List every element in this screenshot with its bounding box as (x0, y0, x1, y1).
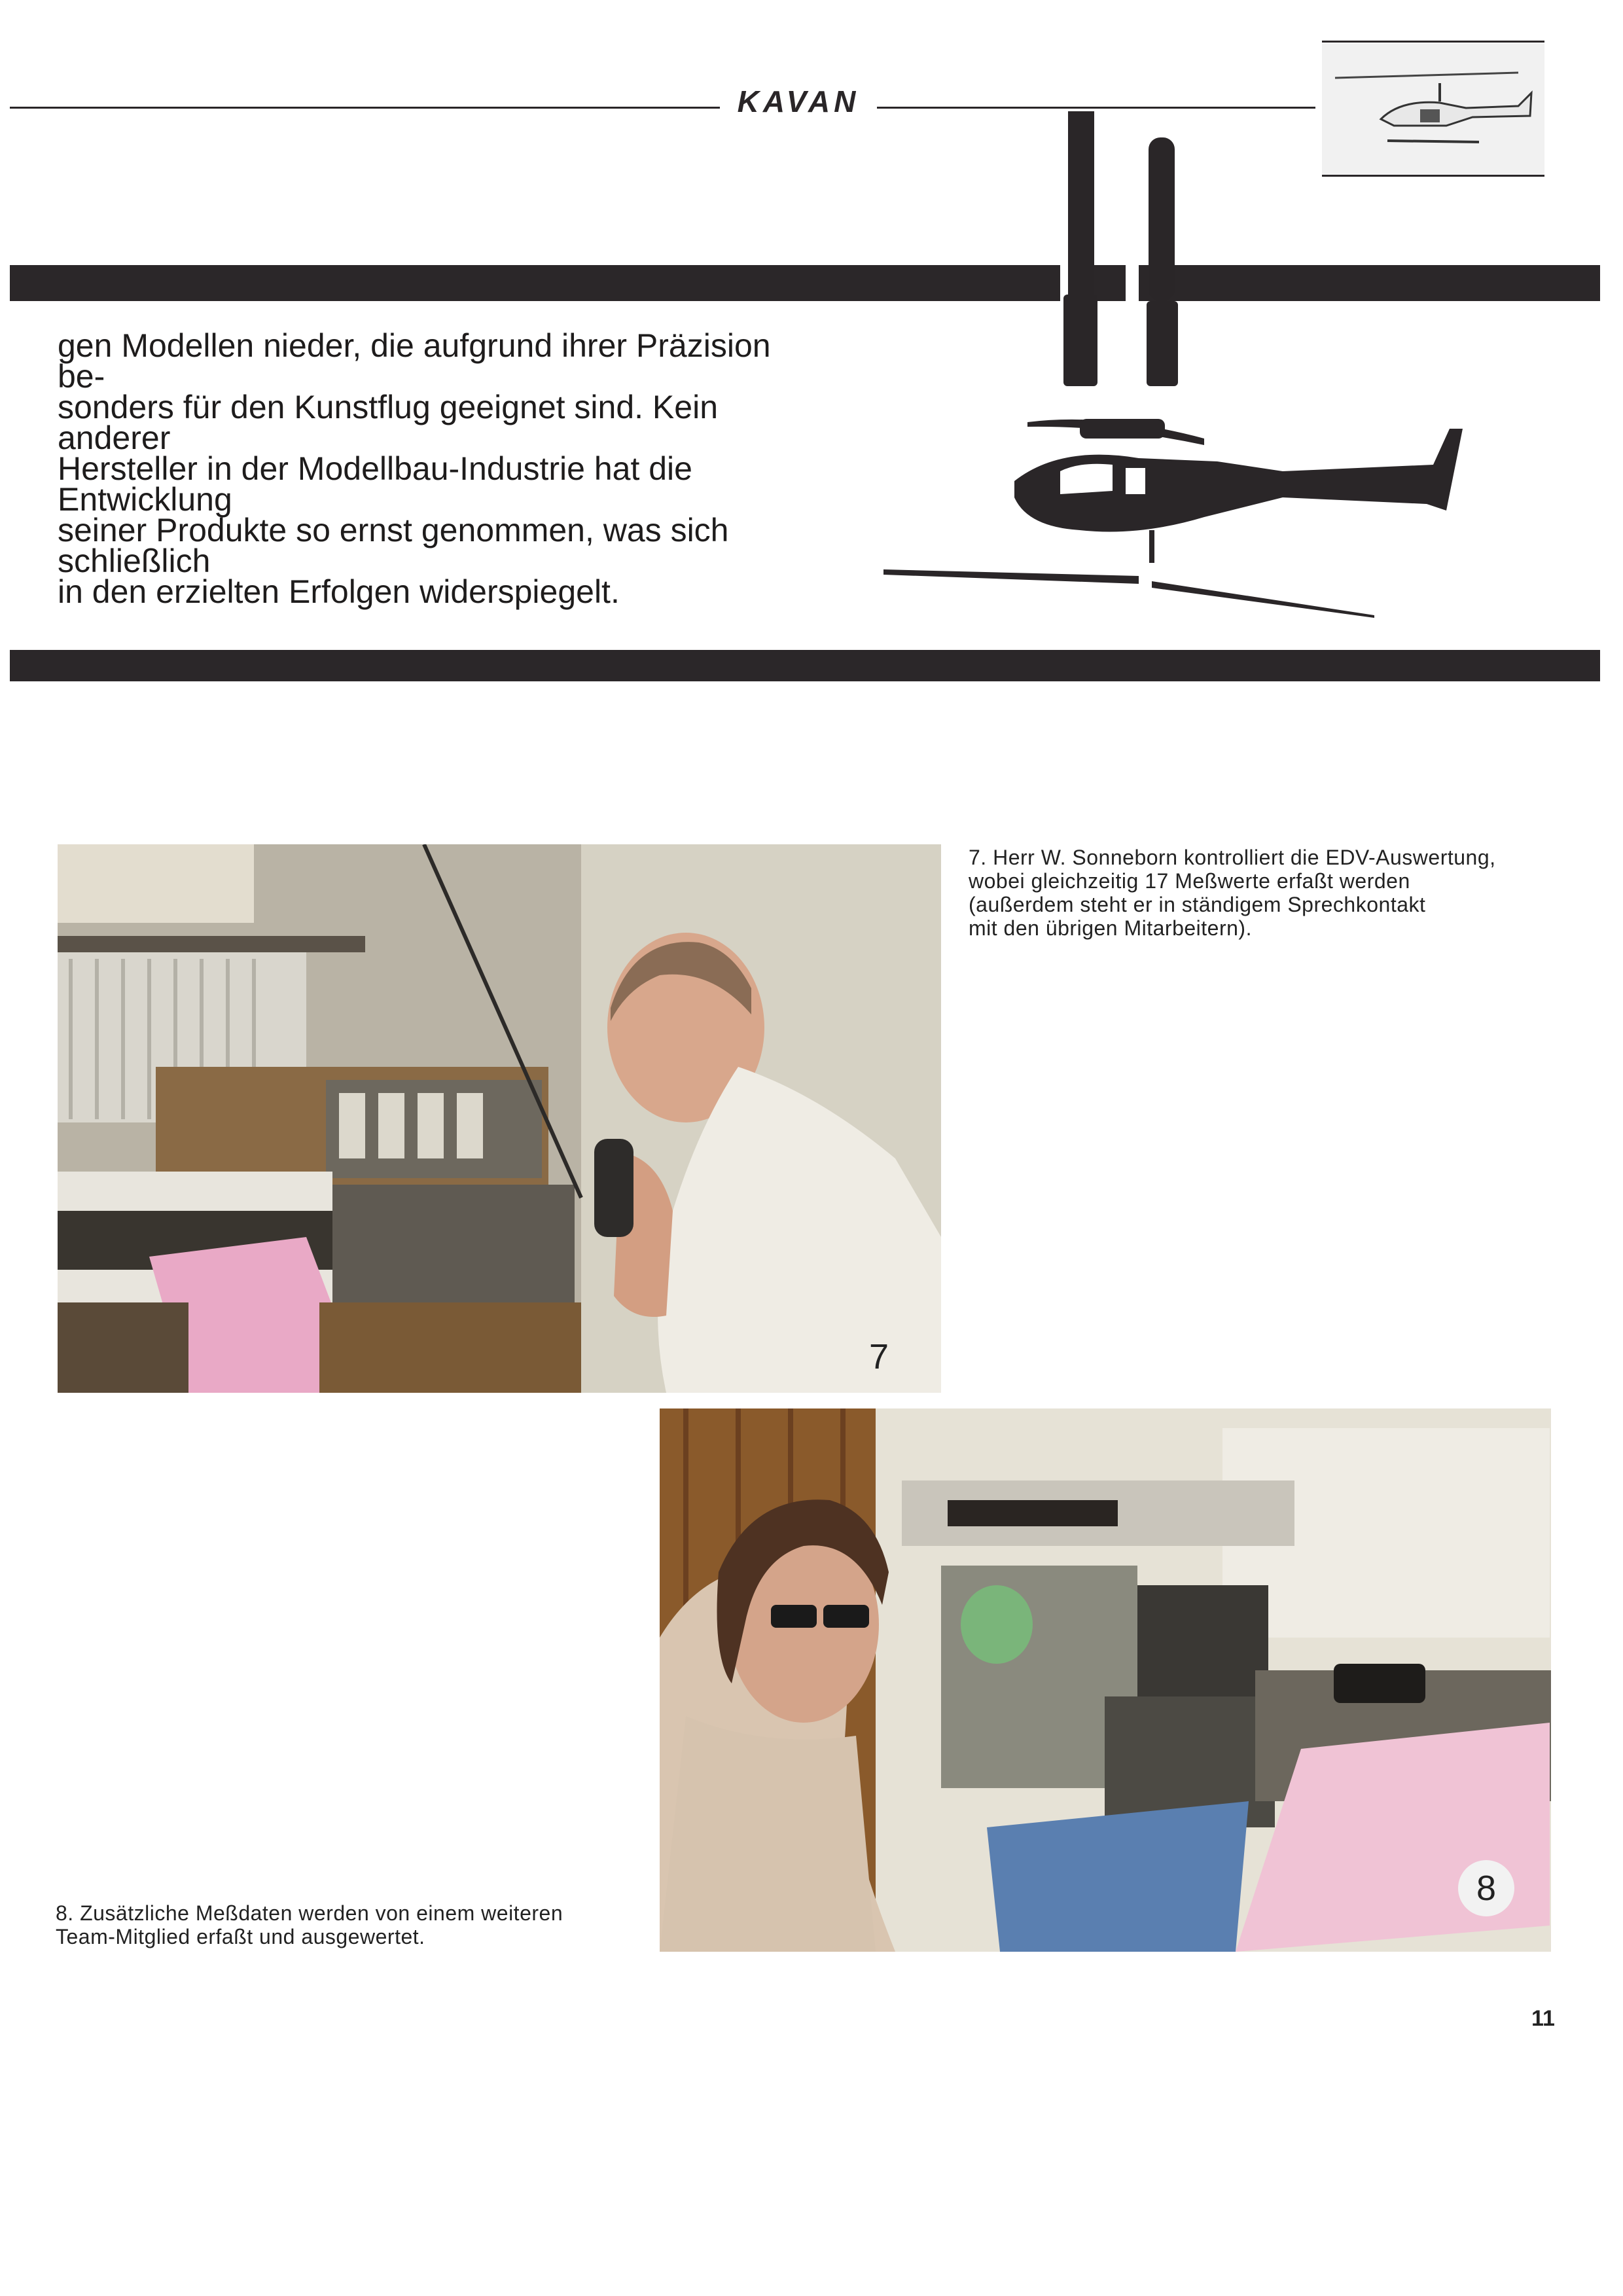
photo-8 (660, 1408, 1551, 1952)
header-rule-left (10, 107, 723, 109)
caption-8: 8. Zusätzliche Meßdaten werden von einem weiteren Team-Mitglied erfaßt und ausgewertet. (56, 1901, 563, 1948)
photo-8-number: 8 (1458, 1860, 1514, 1916)
page-number: 11 (1531, 2006, 1555, 2031)
brand-logo: KAVAN (720, 85, 877, 118)
bottom-band (10, 650, 1600, 681)
photo-7 (58, 844, 941, 1393)
intro-paragraph: gen Modellen nieder, die aufgrund ihrer Präzision be- sonders für den Kunstflug geeignet sind. Kein anderer Hersteller in der Modellbau-Industrie hat die Entwicklung seiner Produkte so ernst genommen, was sich schließlich in den erzielten Erfolgen widerspiegelt. (58, 327, 771, 610)
caption-7: 7. Herr W. Sonneborn kontrolliert die EDV-Auswertung, wobei gleichzeitig 17 Meßwerte erfaßt werden (außerdem steht er in ständigem Sprechkontakt mit den übrigen Mitarbeitern). (969, 846, 1496, 940)
helicopter-silhouette-icon (864, 105, 1486, 628)
photo-7-number: 7 (869, 1337, 889, 1376)
